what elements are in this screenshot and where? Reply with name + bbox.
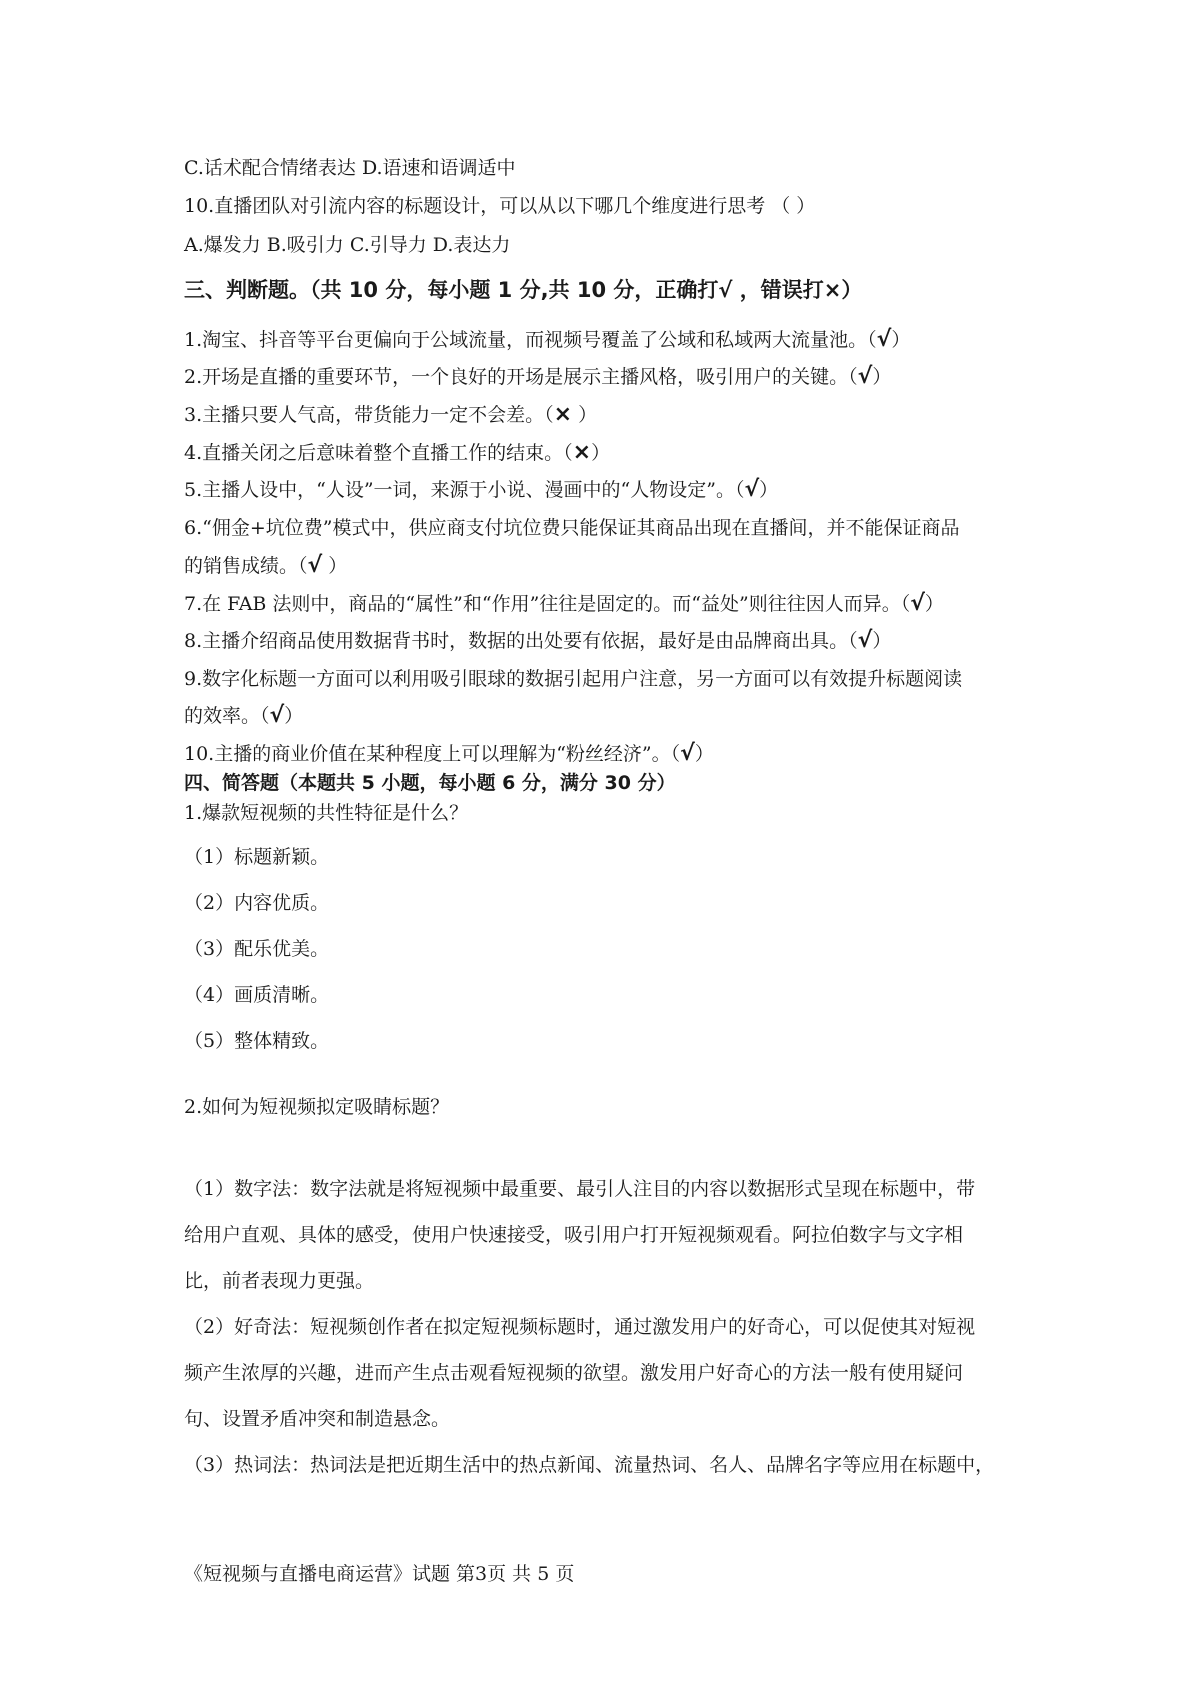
judge-item-9-cont: 的效率。（√）	[184, 703, 304, 728]
q2-answer-line: （1）数字法：数字法就是将短视频中最重要、最引人注目的内容以数据形式呈现在标题中，带	[184, 1178, 976, 1200]
short-answer-q1: 1.爆款短视频的共性特征是什么？	[184, 802, 469, 824]
check-mark: √	[269, 703, 285, 728]
judge-item-7: 7.在 FAB 法则中，商品的“属性”和“作用”往往是固定的。而“益处”则往往因人而异。（√）	[184, 591, 944, 616]
check-mark: √	[857, 364, 873, 389]
judge-item-9: 9.数字化标题一方面可以利用吸引眼球的数据引起用户注意，另一方面可以有效提升标题阅读	[184, 668, 963, 690]
section4-heading: 四、简答题（本题共 5 小题，每小题 6 分，满分 30 分）	[184, 772, 676, 794]
q2-answer-line: 给用户直观、具体的感受，使用户快速接受，吸引用户打开短视频观看。阿拉伯数字与文字相	[184, 1224, 964, 1246]
judge-item-1: 1.淘宝、抖音等平台更偏向于公域流量，而视频号覆盖了公域和私域两大流量池。（√）	[184, 327, 911, 352]
check-mark: √	[680, 741, 695, 766]
cross-mark: ×	[572, 440, 592, 465]
q2-answer-line: 比，前者表现力更强。	[184, 1270, 375, 1292]
short-answer-q2: 2.如何为短视频拟定吸睛标题？	[184, 1096, 450, 1118]
q1-answer-2: （2）内容优质。	[184, 892, 330, 914]
judge-item-5: 5.主播人设中，“人设”一词，来源于小说、漫画中的“人物设定”。（√）	[184, 477, 779, 502]
judge-item-4: 4.直播关闭之后意味着整个直播工作的结束。（×）	[184, 440, 611, 465]
q2-answer-line: （3）热词法：热词法是把近期生活中的热点新闻、流量热词、名人、品牌名字等应用在标题中，	[184, 1454, 995, 1476]
judge-item-6-cont: 的销售成绩。（√ ）	[184, 553, 348, 578]
q2-answer-line: 句、设置矛盾冲突和制造悬念。	[184, 1408, 451, 1430]
judge-item-8: 8.主播介绍商品使用数据背书时，数据的出处要有依据，最好是由品牌商出具。（√）	[184, 628, 892, 653]
q10-question: 10.直播团队对引流内容的标题设计，可以从以下哪几个维度进行思考 （ ）	[184, 195, 816, 217]
q10-options: A.爆发力 B.吸引力 C.引导力 D.表达力	[184, 234, 511, 256]
q1-answer-1: （1）标题新颖。	[184, 846, 330, 868]
q1-answer-5: （5）整体精致。	[184, 1030, 330, 1052]
judge-item-2: 2.开场是直播的重要环节，一个良好的开场是展示主播风格，吸引用户的关键。（√）	[184, 364, 892, 389]
page-footer: 《短视频与直播电商运营》试题 第3页 共 5 页	[184, 1563, 575, 1585]
judge-item-3: 3.主播只要人气高，带货能力一定不会差。（× ）	[184, 402, 598, 427]
cross-mark: ×	[553, 402, 573, 427]
check-mark: √	[307, 553, 323, 578]
q1-answer-4: （4）画质清晰。	[184, 984, 330, 1006]
section3-heading: 三、判断题。（共 10 分，每小题 1 分,共 10 分，正确打√ ，错误打×）	[184, 278, 863, 302]
q9-options-cd: C.话术配合情绪表达 D.语速和语调适中	[184, 157, 516, 179]
check-mark: √	[744, 477, 760, 502]
q2-answer-line: 频产生浓厚的兴趣，进而产生点击观看短视频的欲望。激发用户好奇心的方法一般有使用疑问	[184, 1362, 964, 1384]
judge-item-10: 10.主播的商业价值在某种程度上可以理解为“粉丝经济”。（√）	[184, 741, 714, 766]
check-mark: √	[857, 628, 873, 653]
judge-item-6: 6.“佣金+坑位费”模式中，供应商支付坑位费只能保证其商品出现在直播间，并不能保证商品	[184, 517, 960, 539]
check-mark: √	[910, 591, 925, 616]
q2-answer-line: （2）好奇法：短视频创作者在拟定短视频标题时，通过激发用户的好奇心，可以促使其对短视	[184, 1316, 976, 1338]
q1-answer-3: （3）配乐优美。	[184, 938, 330, 960]
check-mark: √	[876, 327, 892, 352]
